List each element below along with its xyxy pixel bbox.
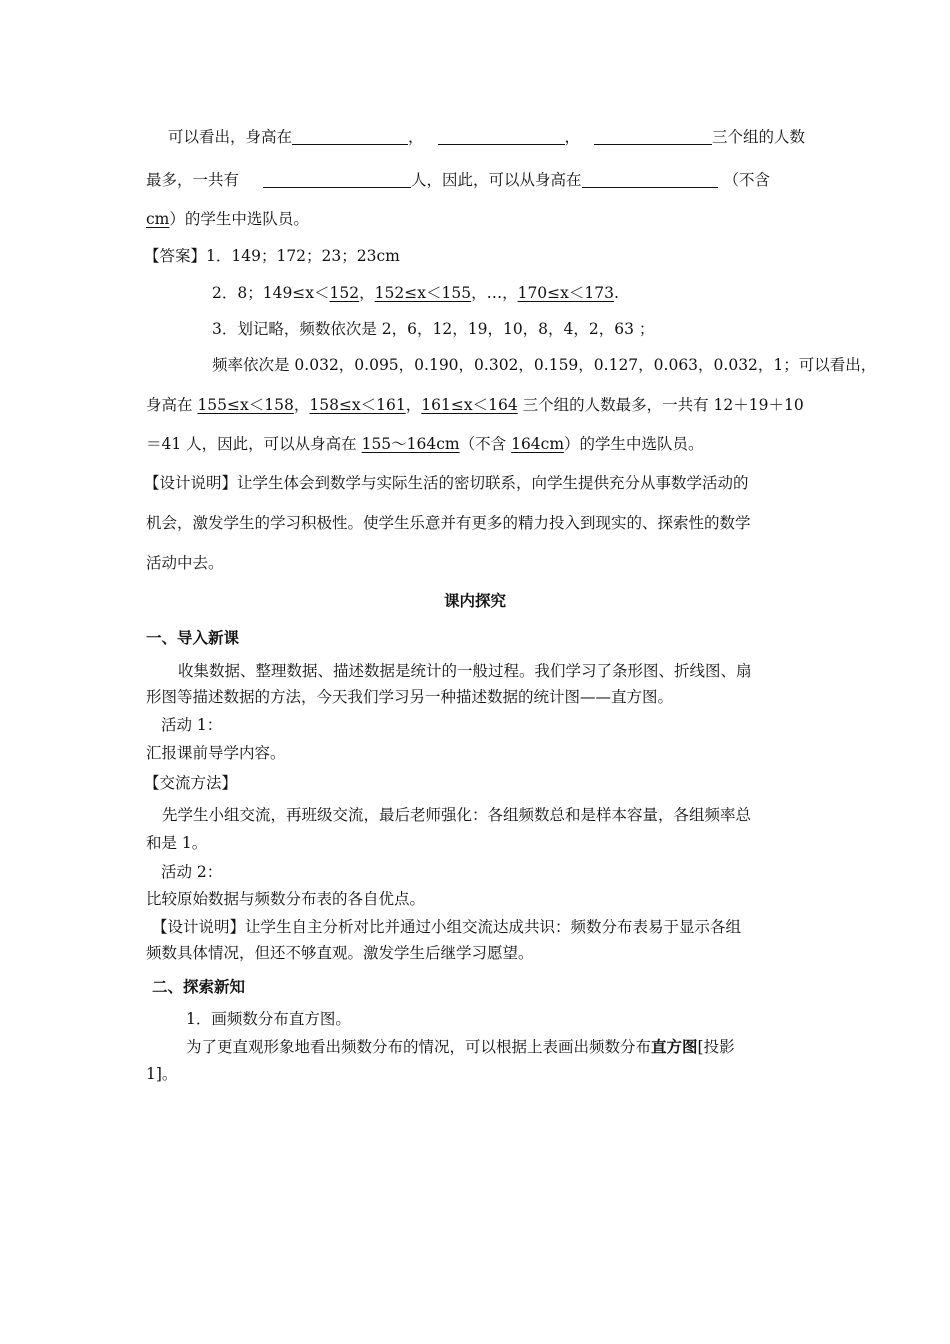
section-heading-2: 二、探索新知 bbox=[152, 977, 246, 996]
design-note-line-1 bbox=[144, 472, 749, 494]
text-fragment: ， bbox=[564, 128, 581, 146]
activity-2-text: 比较原始数据与频数分布表的各自优点。 bbox=[146, 890, 426, 908]
text-fragment: 人，因此，可以从身高在 bbox=[411, 171, 582, 189]
design-note-line-2: 机会，激发学生的学习积极性。使学生乐意并有更多的精力投入到现实的、探索性的数学 bbox=[146, 514, 751, 532]
separator: ，…， bbox=[471, 284, 518, 302]
answer-line-5 bbox=[146, 394, 804, 416]
paragraph-text: 为了更直观形象地看出频数分布的情况，可以根据上表画出频数分布 bbox=[186, 1038, 652, 1056]
design-label: 【设计说明】 bbox=[152, 918, 246, 936]
method-line-1: 先学生小组交流，再班级交流，最后老师强化：各组频数总和是样本容量，各组频率总 bbox=[162, 806, 752, 824]
underlined-interval: 152≤x＜155 bbox=[374, 284, 472, 302]
answer-line-2 bbox=[212, 282, 619, 304]
answer-text: 2．8；149≤x＜ bbox=[212, 284, 330, 302]
paragraph-line: 收集数据、整理数据、描述数据是统计的一般过程。我们学习了条形图、折线图、扇 bbox=[178, 662, 752, 680]
section-heading-1: 一、导入新课 bbox=[146, 628, 240, 647]
fill-blank-line-3 bbox=[146, 208, 309, 230]
answer-text: 身高在 bbox=[146, 396, 198, 414]
activity-1-label: 活动 1： bbox=[161, 716, 223, 734]
paragraph-text: [投影 bbox=[697, 1038, 735, 1056]
design-text: 让学生自主分析对比并通过小组交流达成共识：频数分布表易于显示各组 bbox=[245, 918, 742, 936]
text-fragment: 最多，一共有 bbox=[146, 171, 240, 189]
answer-line-3: 3．划记略，频数依次是 2，6，12，19，10，8，4，2，63 ； bbox=[212, 320, 655, 338]
design-label: 【设计说明】 bbox=[144, 474, 238, 492]
underlined-range: 155～164cm bbox=[361, 435, 460, 453]
answer-line-4: 频率依次是 0.032，0.095，0.190，0.302，0.159，0.127，0.063，0.032，1；可以看出， bbox=[212, 356, 877, 374]
list-item: 1．画频数分布直方图。 bbox=[186, 1010, 351, 1028]
fill-blank-line-1 bbox=[168, 126, 805, 148]
design-note-2-line-2: 频数具体情况，但还不够直观。激发学生后继学习愿望。 bbox=[146, 944, 534, 962]
answer-line-6 bbox=[146, 433, 704, 455]
text-fragment: ）的学生中选队员。 bbox=[169, 210, 309, 228]
method-label: 【交流方法】 bbox=[144, 774, 238, 792]
underlined-value: 164cm bbox=[511, 435, 565, 453]
bold-term: 直方图 bbox=[651, 1037, 698, 1056]
answer-blank[interactable] bbox=[263, 171, 411, 188]
method-line-2: 和是 1。 bbox=[146, 834, 208, 852]
underlined-interval: 170≤x＜173 bbox=[517, 284, 614, 302]
separator: ， bbox=[293, 396, 310, 414]
underlined-interval: 158≤x＜161 bbox=[309, 396, 406, 414]
paragraph-line bbox=[186, 1036, 735, 1058]
answer-blank[interactable] bbox=[438, 128, 565, 145]
section-title: 课内探究 bbox=[443, 591, 506, 610]
separator: ， bbox=[359, 284, 375, 302]
separator: ， bbox=[405, 396, 422, 414]
text-fragment: 可以看出，身高在 bbox=[168, 128, 293, 146]
answer-line-1 bbox=[144, 245, 400, 267]
design-note-line-3: 活动中去。 bbox=[146, 554, 224, 572]
text-fragment: （不含 bbox=[723, 171, 771, 189]
answer-blank[interactable] bbox=[582, 171, 718, 188]
fill-blank-line-2 bbox=[146, 169, 770, 191]
underlined-interval: 152 bbox=[329, 284, 360, 302]
answer-text: （不含 bbox=[459, 435, 512, 453]
answer-text: 1．149；172；23；23cm bbox=[206, 247, 400, 265]
paragraph-line: 1]。 bbox=[146, 1065, 178, 1083]
answer-blank[interactable] bbox=[292, 128, 408, 145]
answer-text: ）的学生中选队员。 bbox=[564, 435, 704, 453]
paragraph-line: 形图等描述数据的方法，今天我们学习另一种描述数据的统计图——直方图。 bbox=[146, 688, 674, 706]
text-fragment: ， bbox=[408, 128, 424, 146]
design-note-2-line-1 bbox=[152, 916, 741, 938]
answer-text: 三个组的人数最多，一共有 12＋19＋10 bbox=[517, 396, 804, 414]
answer-text: ＝41 人，因此，可以从身高在 bbox=[146, 435, 362, 453]
answer-blank[interactable] bbox=[594, 128, 712, 145]
underlined-interval: 155≤x＜158 bbox=[197, 396, 294, 414]
text-fragment: 三个组的人数 bbox=[712, 128, 806, 146]
separator: . bbox=[613, 284, 619, 302]
activity-1-text: 汇报课前导学内容。 bbox=[146, 744, 286, 762]
answer-label: 【答案】 bbox=[144, 247, 207, 265]
unit-cm: cm bbox=[146, 210, 170, 228]
design-text: 让学生体会到数学与实际生活的密切联系，向学生提供充分从事数学活动的 bbox=[237, 474, 749, 492]
activity-2-label: 活动 2： bbox=[161, 863, 223, 881]
underlined-interval: 161≤x＜164 bbox=[421, 396, 518, 414]
